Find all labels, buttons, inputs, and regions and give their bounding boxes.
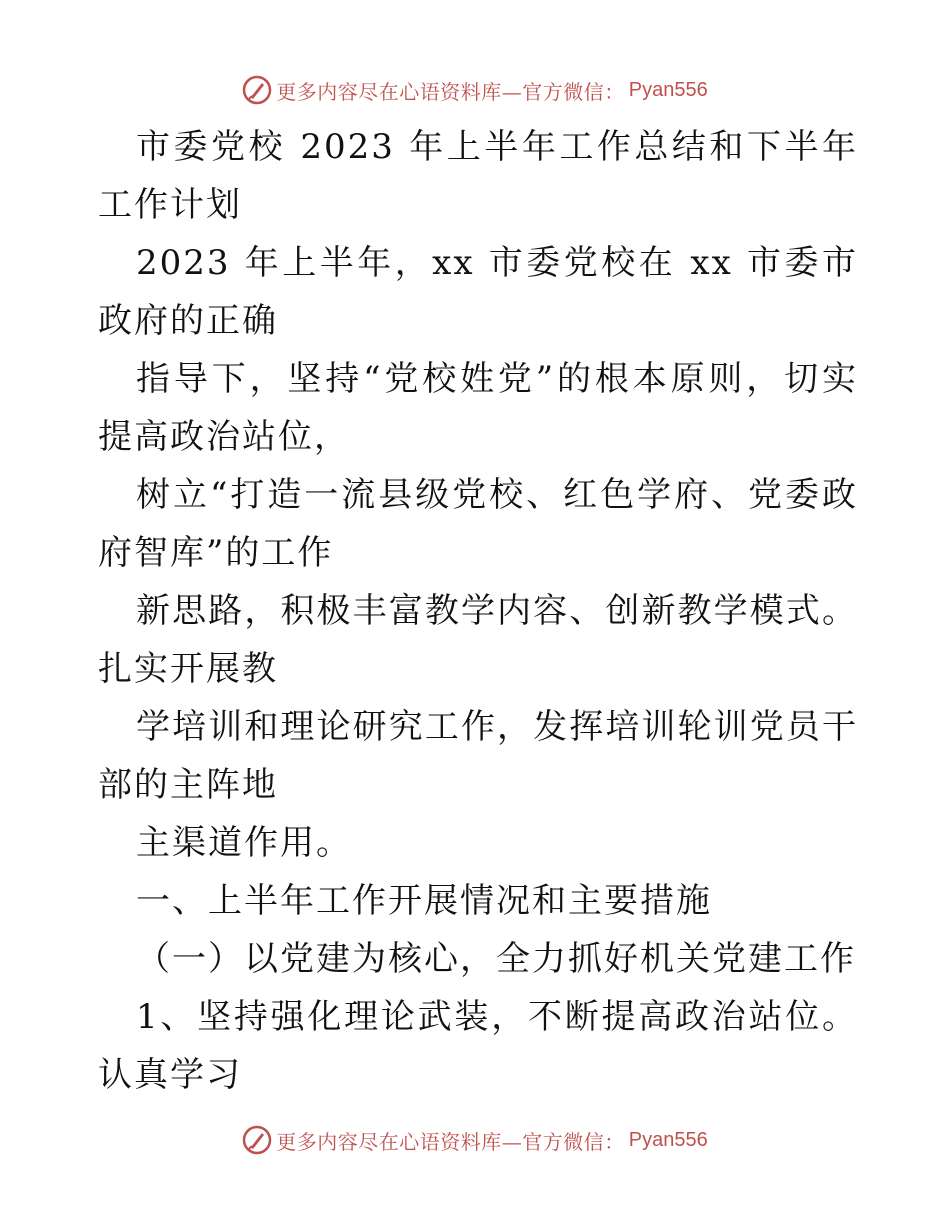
quill-pen-logo-icon: [242, 75, 272, 105]
paragraph: 新思路，积极丰富教学内容、创新教学模式。扎实开展教: [98, 591, 858, 689]
paragraph: 树立“打造一流县级党校、红色学府、党委政府智库”的工作: [98, 475, 858, 573]
paragraph: 主渠道作用。: [136, 823, 352, 863]
document-body: [98, 118, 858, 1104]
footer-watermark: [0, 1120, 950, 1160]
watermark-account: Pyan556: [628, 1128, 708, 1151]
subsection-heading: （一）以党建为核心，全力抓好机关党建工作: [136, 939, 856, 979]
paragraph: 2023 年上半年，xx 市委党校在 xx 市委市政府的正确: [98, 243, 858, 341]
paragraph: 1、坚持强化理论武装，不断提高政治站位。认真学习: [98, 997, 858, 1095]
watermark-text: 更多内容尽在心语资料库—官方微信：: [276, 1129, 625, 1154]
section-heading: 一、上半年工作开展情况和主要措施: [136, 881, 712, 921]
watermark-text: 更多内容尽在心语资料库—官方微信：: [276, 79, 625, 104]
watermark-account: Pyan556: [628, 78, 708, 101]
document-title: 市委党校 2023 年上半年工作总结和下半年工作计划: [98, 127, 858, 225]
paragraph: 学培训和理论研究工作，发挥培训轮训党员干部的主阵地: [98, 707, 858, 805]
quill-pen-logo-icon: [242, 1125, 272, 1155]
header-watermark: [0, 70, 950, 110]
paragraph: 指导下，坚持“党校姓党”的根本原则，切实提高政治站位，: [98, 359, 858, 457]
